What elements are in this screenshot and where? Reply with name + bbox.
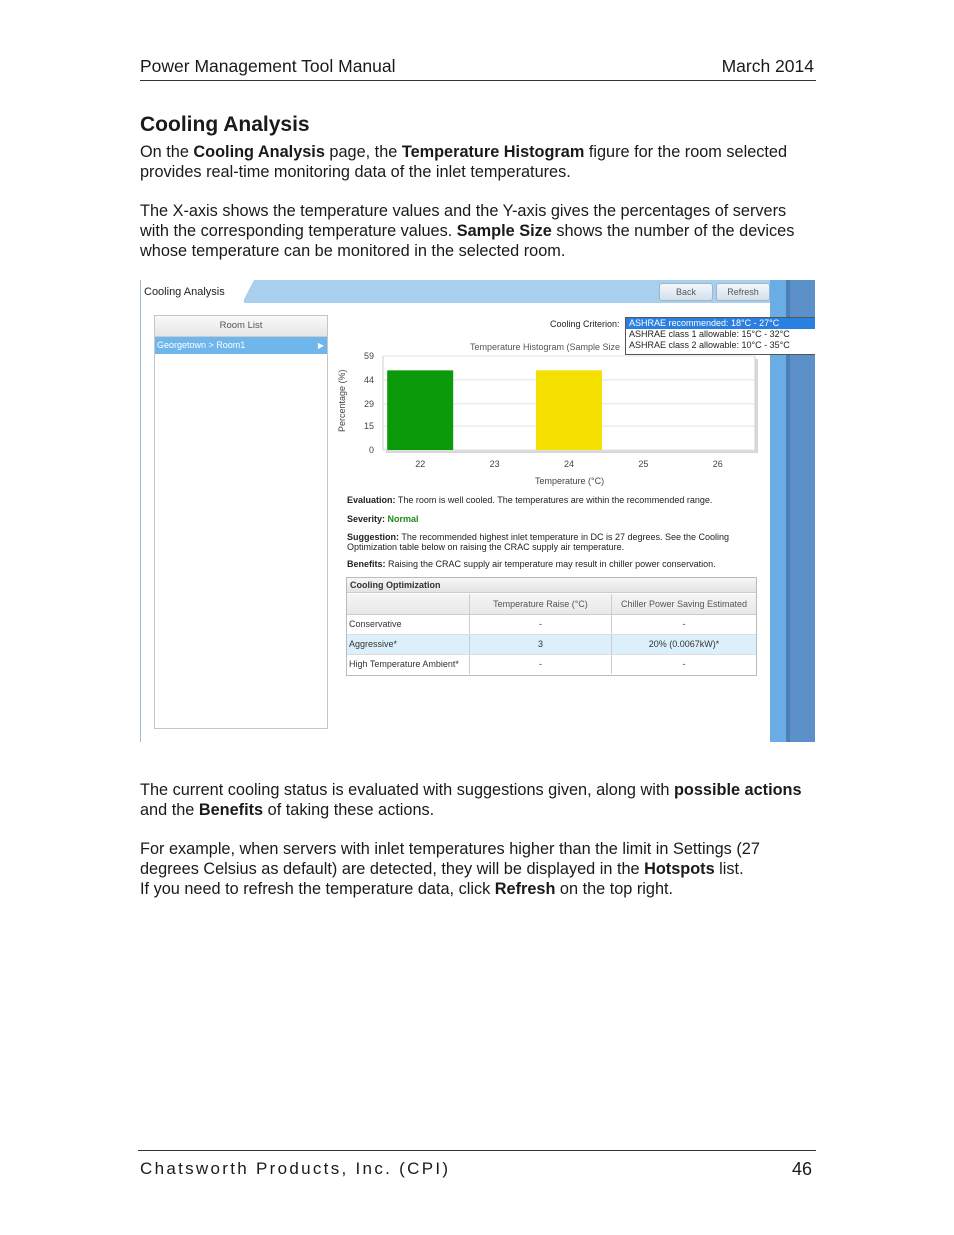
x-tick-label: 24 xyxy=(563,459,575,469)
histogram-bar xyxy=(387,370,453,450)
manual-date: March 2014 xyxy=(721,56,814,76)
optimization-column-headers xyxy=(347,594,756,615)
criterion-option-class2[interactable]: ASHRAE class 2 allowable: 10°C - 35°C xyxy=(629,340,790,350)
company-name: Chatsworth Products, Inc. (CPI) xyxy=(140,1159,451,1178)
tab-cooling-analysis[interactable]: Cooling Analysis xyxy=(141,280,244,303)
back-button[interactable]: Back xyxy=(659,283,713,301)
room-list-item-label: Georgetown > Room1 xyxy=(157,340,246,350)
intro-paragraph: On the Cooling Analysis page, the Temperature Histogram figure for the room selected provides real-time monitoring data of the inlet temperatures. xyxy=(140,143,788,181)
tab-notch xyxy=(242,280,254,303)
status-paragraph: The current cooling status is evaluated with suggestions given, along with possible actions and the Benefits of taking these actions. xyxy=(140,781,802,819)
evaluation-line: Evaluation: The room is well cooled. The temperatures are within the recommended range. xyxy=(347,495,713,505)
x-tick-label: 25 xyxy=(638,459,649,469)
severity-badge: Normal xyxy=(387,514,419,524)
section-heading: Cooling Analysis xyxy=(140,113,310,136)
cooling-criterion-dropdown[interactable] xyxy=(625,317,815,355)
cooling-analysis-screenshot xyxy=(140,280,815,742)
axis-paragraph: The X-axis shows the temperature values and the Y-axis gives the percentages of servers with the corresponding temperature values. Sample Size shows the number of the devices whose temperature can be monitored in the selected room. xyxy=(140,202,795,260)
room-list-panel xyxy=(154,315,328,729)
x-tick-label: 22 xyxy=(415,459,426,469)
x-tick-label: 26 xyxy=(712,459,723,469)
chevron-right-icon: ▶ xyxy=(317,341,324,350)
criterion-option-recommended[interactable]: ASHRAE recommended: 18°C - 27°C xyxy=(626,318,815,329)
col-temperature-raise: Temperature Raise (°C) xyxy=(470,594,612,614)
cooling-optimization-table xyxy=(346,577,757,676)
room-list-item[interactable] xyxy=(155,337,327,354)
criterion-option-class1[interactable]: ASHRAE class 1 allowable: 15°C - 32°C xyxy=(629,329,790,339)
cooling-criterion-label: Cooling Criterion: xyxy=(550,319,620,329)
temperature-histogram xyxy=(346,352,766,488)
manual-title: Power Management Tool Manual xyxy=(140,56,396,76)
y-tick-label: 44 xyxy=(363,374,374,385)
y-axis-label: Percentage (%) xyxy=(337,369,347,432)
x-tick-label: 23 xyxy=(489,459,500,469)
table-row: Conservative - - xyxy=(347,615,756,635)
page-header xyxy=(140,56,816,81)
y-tick-label: 0 xyxy=(368,445,374,455)
y-tick-label: 15 xyxy=(363,421,374,432)
x-axis-label: Temperature (°C) xyxy=(535,476,605,486)
histogram-title: Temperature Histogram (Sample Size xyxy=(470,342,621,352)
table-row: Aggressive* 3 20% (0.0067kW)* xyxy=(347,635,756,655)
optimization-title: Cooling Optimization xyxy=(347,578,756,593)
benefits-line: Benefits: Raising the CRAC supply air temperature may result in chiller power conservation. xyxy=(347,559,716,569)
page-number: 46 xyxy=(791,1159,812,1179)
suggestion-block: Suggestion: The recommended highest inlet temperature in DC is 27 degrees. See the Cooling Optimization table below on raising the CRAC supply air temperature. xyxy=(347,532,730,552)
hotspots-paragraph: For example, when servers with inlet temperatures higher than the limit in Settings (27 degrees Celsius as default) are detected, they will be displayed in the Hotspots list. If you need to refresh the temperature data, click Refresh on the top right. xyxy=(140,840,760,898)
col-chiller-saving: Chiller Power Saving Estimated xyxy=(620,599,748,609)
room-list-header: Room List xyxy=(155,316,327,337)
y-tick-label: 29 xyxy=(363,398,374,409)
table-row: High Temperature Ambient* - - xyxy=(347,655,756,674)
page-footer xyxy=(138,1150,816,1179)
histogram-bar xyxy=(536,370,602,450)
refresh-button[interactable]: Refresh xyxy=(716,283,770,301)
severity-line: Severity: Normal xyxy=(347,514,419,524)
y-tick-label: 59 xyxy=(363,352,374,361)
